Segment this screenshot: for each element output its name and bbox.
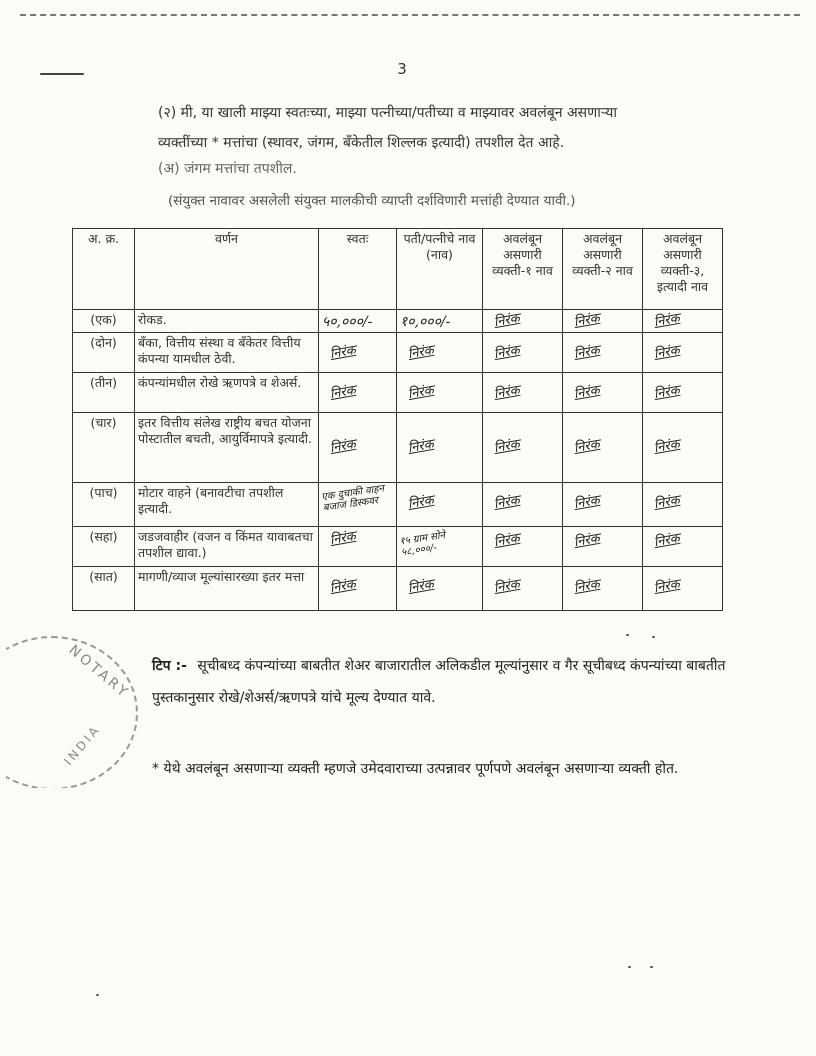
handwritten-nil: निरंक — [652, 576, 681, 597]
handwritten-nil: निरंक — [572, 576, 601, 597]
row-description: इतर वित्तीय संलेख राष्ट्रीय बचत योजना पोस्टातील बचती, आयुर्विमापत्रे इत्यादी. — [135, 413, 319, 483]
row-serial: (दोन) — [73, 333, 135, 373]
handwritten-nil: निरंक — [328, 342, 357, 363]
handwritten-nil: निरंक — [406, 576, 435, 597]
header-serial: अ. क्र. — [73, 229, 135, 310]
handwritten-nil: निरंक — [406, 436, 435, 457]
scan-top-edge-line — [20, 14, 800, 19]
section-heading-movable-assets: (अ) जंगम मत्तांचा तपशील. — [158, 161, 297, 177]
handwritten-nil: निरंक — [406, 342, 435, 363]
handwritten-amount: १०,०००/- — [400, 314, 451, 330]
notary-stamp — [6, 628, 142, 788]
handwritten-vehicle-note: एक दुचाकी वाहन बजाज डिस्कवर — [320, 483, 385, 514]
row-description: मागणी/व्याज मूल्यांसारख्या इतर मत्ता — [135, 567, 319, 611]
handwritten-nil: निरंक — [652, 310, 681, 331]
handwritten-nil: निरंक — [652, 382, 681, 403]
handwritten-nil: निरंक — [492, 436, 521, 457]
handwritten-nil: निरंक — [652, 436, 681, 457]
handwritten-nil: निरंक — [572, 530, 601, 551]
handwritten-amount: ५०,०००/- — [322, 314, 373, 330]
handwritten-nil: निरंक — [328, 382, 357, 403]
row-description: कंपन्यांमधील रोखे ऋणपत्रे व शेअर्स. — [135, 373, 319, 413]
header-dependent-2: अवलंबून असणारी व्यक्ती-२ नाव — [563, 229, 643, 310]
row-description: जडजवाहीर (वजन व किंमत यावाबतचा तपशील द्यावा.) — [135, 527, 319, 567]
intro-line-1: (२) मी, या खाली माझ्या स्वतःच्या, माझ्या पत्नीच्या/पतीच्या व माझ्यावर अवलंबून असणाऱ्या — [158, 105, 617, 121]
handwritten-nil: निरंक — [652, 492, 681, 513]
row-description: बँका, वित्तीय संस्था व बँकेतर वित्तीय कंपन्या यामधील ठेवी. — [135, 333, 319, 373]
handwritten-nil: निरंक — [492, 310, 521, 331]
scan-speck — [96, 994, 99, 996]
tip-text: सूचीबध्द कंपन्यांच्या बाबतीत शेअर बाजारातील अलिकडील मूल्यांनुसार व गैर सूचीबध्द कंपन्यांच्या बाबतीत पुस्तकानुसार रोखे/शेअर्स/ऋणपत्रे यांचे मूल्य देण्यात यावे. — [152, 658, 726, 706]
handwritten-nil: निरंक — [406, 492, 435, 513]
handwritten-nil: निरंक — [328, 576, 357, 597]
row-description: रोकड. — [135, 310, 319, 333]
table-row — [73, 483, 723, 527]
handwritten-jewellery-note: १५ ग्राम सोने ५८,०००/- — [398, 530, 446, 559]
handwritten-nil: निरंक — [652, 342, 681, 363]
row-serial: (चार) — [73, 413, 135, 483]
header-dependent-3: अवलंबून असणारी व्यक्ती-३, इत्यादी नाव — [643, 229, 723, 310]
handwritten-nil: निरंक — [572, 492, 601, 513]
table-header-row — [73, 229, 723, 310]
intro-line-2: व्यक्तींच्या * मत्तांचा (स्थावर, जंगम, बँकेतील शिल्लक इत्यादी) तपशील देत आहे. — [158, 135, 565, 151]
header-spouse: पती/पत्नीचे नाव (नाव) — [397, 229, 483, 310]
row-serial: (पाच) — [73, 483, 135, 527]
row-serial: (एक) — [73, 310, 135, 333]
table-row — [73, 333, 723, 373]
handwritten-nil: निरंक — [328, 436, 357, 457]
handwritten-nil: निरंक — [572, 436, 601, 457]
tip-note — [152, 650, 732, 714]
table-row — [73, 373, 723, 413]
table-row — [73, 413, 723, 483]
row-description: मोटार वाहने (बनावटीचा तपशील इत्यादी. — [135, 483, 319, 527]
tip-label: टिप :- — [152, 658, 187, 674]
scan-pen-mark — [40, 73, 84, 75]
handwritten-nil: निरंक — [492, 382, 521, 403]
header-description: वर्णन — [135, 229, 319, 310]
header-dependent-1: अवलंबून असणारी व्यक्ती-१ नाव — [483, 229, 563, 310]
dependent-footnote: * येथे अवलंबून असणाऱ्या व्यक्ती म्हणजे उमेदवाराच्या उत्पन्नावर पूर्णपणे अवलंबून असणाऱ्या व्यक्ती होत. — [152, 761, 679, 777]
table-row — [73, 310, 723, 333]
handwritten-nil: निरंक — [652, 530, 681, 551]
handwritten-nil: निरंक — [492, 492, 521, 513]
handwritten-nil: निरंक — [492, 576, 521, 597]
scan-speck — [626, 634, 629, 636]
stamp-text-bottom: INDIA — [61, 721, 104, 769]
handwritten-nil: निरंक — [492, 530, 521, 551]
row-serial: (तीन) — [73, 373, 135, 413]
stamp-text-top: NOTARY — [65, 642, 133, 702]
handwritten-nil: निरंक — [572, 342, 601, 363]
handwritten-nil: निरंक — [572, 310, 601, 331]
handwritten-nil: निरंक — [406, 382, 435, 403]
table-row — [73, 567, 723, 611]
header-self: स्वतः — [319, 229, 397, 310]
scan-speck — [652, 636, 655, 638]
joint-ownership-note: (संयुक्त नावावर असलेली संयुक्त मालकीची व्याप्ती दर्शविणारी मत्तांही देण्यात यावी.) — [168, 193, 576, 209]
scan-speck — [650, 966, 653, 968]
handwritten-nil: निरंक — [492, 342, 521, 363]
row-serial: (सहा) — [73, 527, 135, 567]
page-number: 3 — [397, 60, 407, 78]
handwritten-nil: निरंक — [328, 528, 357, 549]
row-serial: (सात) — [73, 567, 135, 611]
handwritten-nil: निरंक — [572, 382, 601, 403]
scan-speck — [628, 966, 631, 968]
movable-assets-table — [72, 228, 723, 611]
table-row — [73, 527, 723, 567]
